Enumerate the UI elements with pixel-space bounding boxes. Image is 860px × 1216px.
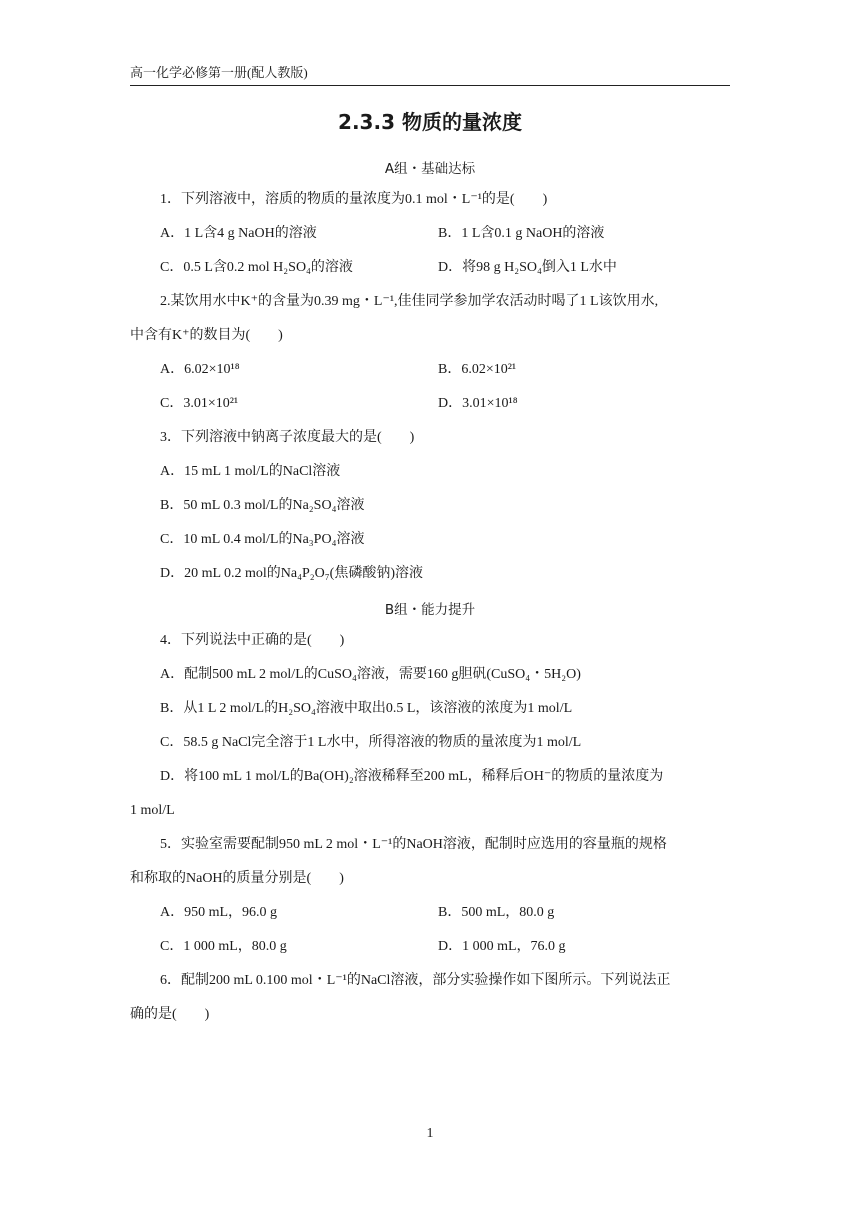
q4-option-c: C．58.5 g NaCl完全溶于1 L水中，所得溶液的物质的量浓度为1 mol/L (160, 735, 582, 750)
q2-option-a: A．6.02×10¹⁸ (160, 362, 240, 377)
question-5-cont: 和称取的NaOH的质量分别是( ) (130, 871, 344, 886)
q5-option-b: B．500 mL，80.0 g (438, 905, 555, 920)
q3-option-b: B．50 mL 0.3 mol/L的Na₂SO₄溶液 (160, 498, 365, 513)
q1-option-b: B．1 L含0.1 g NaOH的溶液 (438, 226, 605, 241)
q5-option-a: A．950 mL，96.0 g (160, 905, 278, 920)
q4-option-d: D．将100 mL 1 mol/L的Ba(OH)₂溶液稀释至200 mL，稀释后OH⁻的物质的量浓度为 (160, 769, 664, 784)
running-header: 高一化学必修第一册(配人教版) (130, 63, 730, 86)
q2-option-d: D．3.01×10¹⁸ (438, 396, 518, 411)
q3-option-c: C．10 mL 0.4 mol/L的Na₃PO₄溶液 (160, 532, 365, 547)
question-3: 3．下列溶液中钠离子浓度最大的是( ) (160, 430, 415, 445)
q4-option-d-cont: 1 mol/L (130, 803, 175, 818)
q2-option-c: C．3.01×10²¹ (160, 396, 239, 411)
q3-option-d: D．20 mL 0.2 mol的Na₄P₂O₇(焦磷酸钠)溶液 (160, 566, 423, 581)
q1-option-c: C．0.5 L含0.2 mol H₂SO₄的溶液 (160, 260, 353, 275)
question-5: 5．实验室需要配制950 mL 2 mol・L⁻¹的NaOH溶液，配制时应选用的容量瓶的规格 (160, 837, 667, 852)
q3-option-a: A．15 mL 1 mol/L的NaCl溶液 (160, 464, 341, 479)
q4-option-a: A．配制500 mL 2 mol/L的CuSO₄溶液，需要160 g胆矾(CuSO₄・5H₂O) (160, 667, 581, 682)
question-2: 2.某饮用水中K⁺的含量为0.39 mg・L⁻¹,佳佳同学参加学农活动时喝了1 L该饮用水, (160, 294, 659, 309)
page-title: 2.3.3 物质的量浓度 (338, 110, 522, 134)
page-number: 1 (426, 1126, 434, 1141)
section-a-heading: A组・基础达标 (384, 161, 476, 177)
q2-option-b: B．6.02×10²¹ (438, 362, 517, 377)
q1-option-a: A．1 L含4 g NaOH的溶液 (160, 226, 317, 241)
question-6-cont: 确的是( ) (130, 1007, 210, 1022)
section-b-heading: B组・能力提升 (384, 602, 476, 618)
q1-option-d: D．将98 g H₂SO₄倒入1 L水中 (438, 260, 617, 275)
q5-option-d: D．1 000 mL，76.0 g (438, 939, 566, 954)
q5-option-c: C．1 000 mL，80.0 g (160, 939, 287, 954)
question-4: 4．下列说法中正确的是( ) (160, 633, 345, 648)
question-1: 1．下列溶液中，溶质的物质的量浓度为0.1 mol・L⁻¹的是( ) (160, 192, 548, 207)
question-2-cont: 中含有K⁺的数目为( ) (130, 328, 283, 343)
question-6: 6．配制200 mL 0.100 mol・L⁻¹的NaCl溶液，部分实验操作如下图所示。下列说法正 (160, 973, 671, 988)
q4-option-b: B．从1 L 2 mol/L的H₂SO₄溶液中取出0.5 L，该溶液的浓度为1 mol/L (160, 701, 573, 716)
